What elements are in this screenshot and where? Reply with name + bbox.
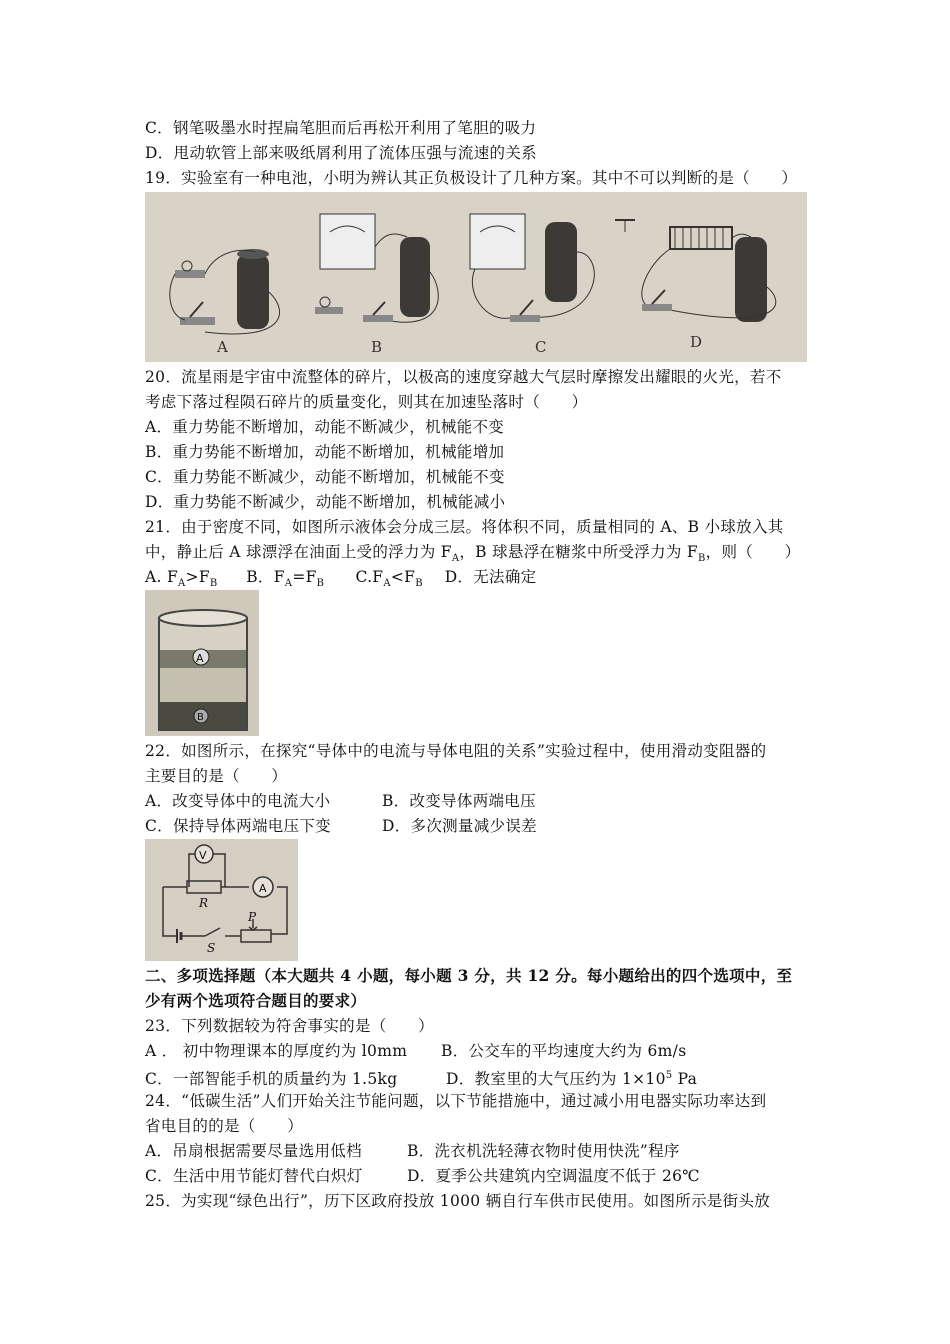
ammeter-label: A [259,882,267,895]
q24-option-a: A．吊扇根据需要尽量选用低档 [145,1142,362,1160]
figure-21-beaker [145,590,259,736]
q23-option-a: A ． 初中物理课本的厚度约为 l0mm [145,1042,408,1060]
question-22-line-1: 22．如图所示，在探究“导体中的电流与导体电阻的关系”实验过程中，使用滑动变阻器的 [145,742,767,760]
option-c-line: C．钢笔吸墨水时捏扁笔胆而后再松开利用了笔胆的吸力 [145,119,537,137]
ball-b-label: B [197,712,204,723]
figure-19-battery-circuits [145,192,807,362]
q23-option-b: B．公交车的平均速度大约为 6m/s [441,1042,687,1060]
circuit-b-label: B [371,338,383,356]
question-19: 19．实验室有一种电池，小明为辨认其正负极设计了几种方案。其中不可以判断的是（ ） [145,169,798,187]
q21-option-b: B．$F_A=F_B$ [246,568,325,590]
q21-sub-b: B [697,553,706,565]
resistor-label: R [199,896,209,910]
section-2-heading-line-2: 少有两个选项符合题目的要求） [145,991,367,1010]
q21-sub-a: A [451,553,460,565]
question-20-option-b: B．重力势能不断增加，动能不断增加，机械能增加 [145,443,505,461]
q22-option-b: B．改变导体两端电压 [382,792,536,810]
option-d-line: D．甩动软管上部来吸纸屑利用了流体压强与流速的关系 [145,144,537,162]
q24-option-c: C．生活中用节能灯替代白炽灯 [145,1167,363,1185]
question-20-line-2: 考虑下落过程陨石碎片的质量变化，则其在加速坠落时（ ） [145,393,588,411]
q21-text-2: ，B 球悬浮在糖浆中所受浮力为 F [459,543,698,561]
figure-22-circuit [145,839,298,961]
question-23-options-cd [145,1066,697,1089]
ball-a-label: A [196,652,204,665]
question-22-options-cd [145,816,537,836]
question-20-option-a: A．重力势能不断增加，动能不断减少，机械能不变 [145,418,505,436]
question-24-options-cd [145,1166,700,1186]
slider-label: P [248,910,257,924]
question-24-line-2: 省电目的的是（ ） [145,1117,304,1135]
q21-option-d: D．无法确定 [444,568,537,586]
question-23-options-ab [145,1041,686,1061]
q23-option-d: D．教室里的大气压约为 $1\times 10^5$ Pa [446,1070,698,1089]
q21-option-a: A. $F_A>F_B$ [145,568,218,590]
question-21-line-1: 21．由于密度不同，如图所示液体会分成三层。将体积不同，质量相同的 A、B 小球放入其 [145,518,784,536]
question-21-line-2 [145,542,800,569]
q24-option-d: D．夏季公共建筑内空调温度不低于 26℃ [407,1167,700,1185]
voltmeter-label: V [199,849,207,862]
q23-option-c: C．一部智能手机的质量约为 1.5kg [145,1070,398,1089]
q22-option-c: C．保持导体两端电压下变 [145,817,331,835]
circuit-d-label: D [690,333,703,351]
q21-option-c: $C.F_A<F_B$ [355,568,423,590]
question-20-option-c: C．重力势能不断减少，动能不断增加，机械能不变 [145,468,505,486]
question-20-line-1: 20．流星雨是宇宙中流整体的碎片，以极高的速度穿越大气层时摩擦发出耀眼的火光，若不 [145,368,782,386]
question-24-line-1: 24．“低碳生活”人们开始关注节能问题，以下节能措施中，通过减小用电器实际功率达到 [145,1092,767,1110]
question-22-options-ab [145,791,536,811]
question-23: 23．下列数据较为符舍事实的是（ ） [145,1017,434,1035]
question-20-option-d: D．重力势能不断减少，动能不断增加，机械能减小 [145,493,506,511]
question-25: 25．为实现“绿色出行”，历下区政府投放 1000 辆自行车供市民使用。如图所示是街头放 [145,1192,771,1210]
q22-option-a: A．改变导体中的电流大小 [145,792,331,810]
circuit-a-label: A [217,338,228,356]
q21-text-1: 中，静止后 A 球漂浮在油面上受的浮力为 F [145,543,452,561]
q24-option-b: B．洗衣机洗轻薄衣物时使用快洗”程序 [407,1142,680,1160]
circuit-c-label: C [535,338,547,356]
switch-label: S [207,941,216,955]
q22-option-d: D．多次测量减少误差 [382,817,537,835]
question-22-line-2: 主要目的是（ ） [145,767,288,785]
section-2-heading-line-1: 二、多项选择题（本大题共 4 小题，每小题 3 分，共 12 分。每小题给出的四个选项中，至 [145,966,793,985]
q21-text-3: ，则（ ） [705,543,801,561]
question-24-options-ab [145,1141,680,1161]
